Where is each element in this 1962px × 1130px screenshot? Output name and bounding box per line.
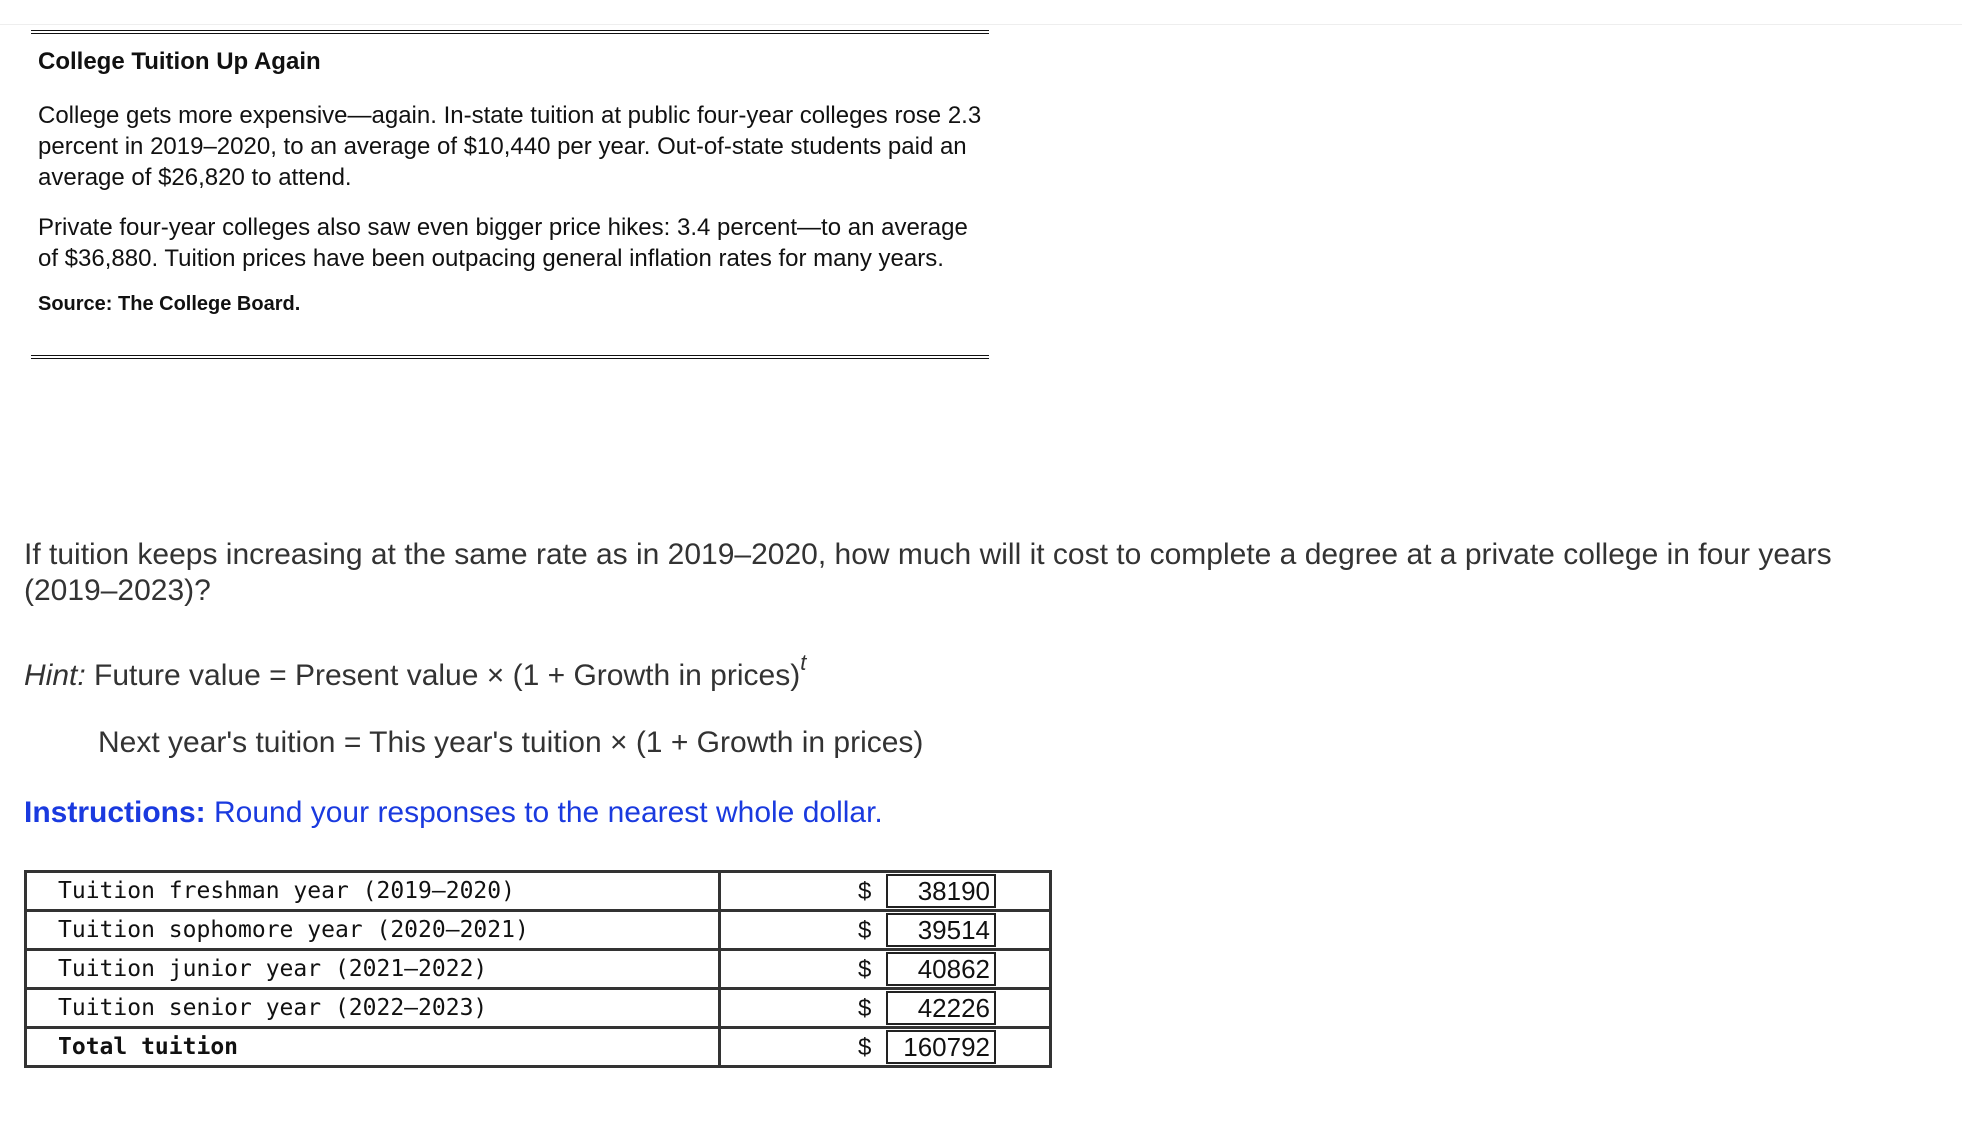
dollar-sign: $ xyxy=(858,878,872,905)
row-label-total: Total tuition xyxy=(26,1028,720,1067)
row-label-junior: Tuition junior year (2021–2022) xyxy=(26,950,720,989)
value-cell xyxy=(720,872,1051,911)
freshman-tuition-input[interactable] xyxy=(886,874,996,908)
hint-exponent: t xyxy=(800,650,807,675)
value-cell xyxy=(720,950,1051,989)
total-tuition-input[interactable] xyxy=(886,1030,996,1064)
value-cell xyxy=(720,911,1051,950)
junior-tuition-input[interactable] xyxy=(886,952,996,986)
instructions-text: Round your responses to the nearest whole dollar. xyxy=(205,796,883,829)
dollar-sign: $ xyxy=(858,917,872,944)
hint-label: Hint: xyxy=(24,659,86,692)
row-label-sophomore: Tuition sophomore year (2020–2021) xyxy=(26,911,720,950)
article-paragraph-2: Private four-year colleges also saw even bigger price hikes: 3.4 percent—to an average of $36,880. Tuition prices have been outpacing general inflation rates for many years. xyxy=(38,214,968,272)
table-row xyxy=(26,950,1051,989)
article-source: Source: The College Board. xyxy=(38,293,301,315)
senior-tuition-input[interactable] xyxy=(886,991,996,1025)
dollar-sign: $ xyxy=(858,1034,872,1061)
instructions xyxy=(24,796,883,830)
instructions-label: Instructions: xyxy=(24,796,206,829)
article-box xyxy=(31,30,989,359)
row-label-freshman: Tuition freshman year (2019–2020) xyxy=(26,872,720,911)
article-paragraph-1: College gets more expensive—again. In-state tuition at public four-year colleges rose 2.3 percent in 2019–2020, to an average of $10,440 per year. Out-of-state students paid an average of $26,820 to attend. xyxy=(38,102,982,191)
top-divider xyxy=(0,24,1962,25)
table-row xyxy=(26,872,1051,911)
question-text: If tuition keeps increasing at the same rate as in 2019–2020, how much will it cost to complete a degree at a private college in four years (2019–2023)? xyxy=(24,538,1832,607)
table-row xyxy=(26,989,1051,1028)
row-label-senior: Tuition senior year (2022–2023) xyxy=(26,989,720,1028)
hint-formula: Future value = Present value × (1 + Growth in prices) xyxy=(85,659,801,692)
value-cell xyxy=(720,1028,1051,1067)
value-cell xyxy=(720,989,1051,1028)
table-row xyxy=(26,911,1051,950)
hint-formula-2: Next year's tuition = This year's tuition × (1 + Growth in prices) xyxy=(98,726,924,759)
hint-line xyxy=(24,650,807,693)
dollar-sign: $ xyxy=(858,995,872,1022)
sophomore-tuition-input[interactable] xyxy=(886,913,996,947)
article-title: College Tuition Up Again xyxy=(38,48,321,75)
tuition-table xyxy=(24,870,1052,1068)
dollar-sign: $ xyxy=(858,956,872,983)
table-row xyxy=(26,1028,1051,1067)
